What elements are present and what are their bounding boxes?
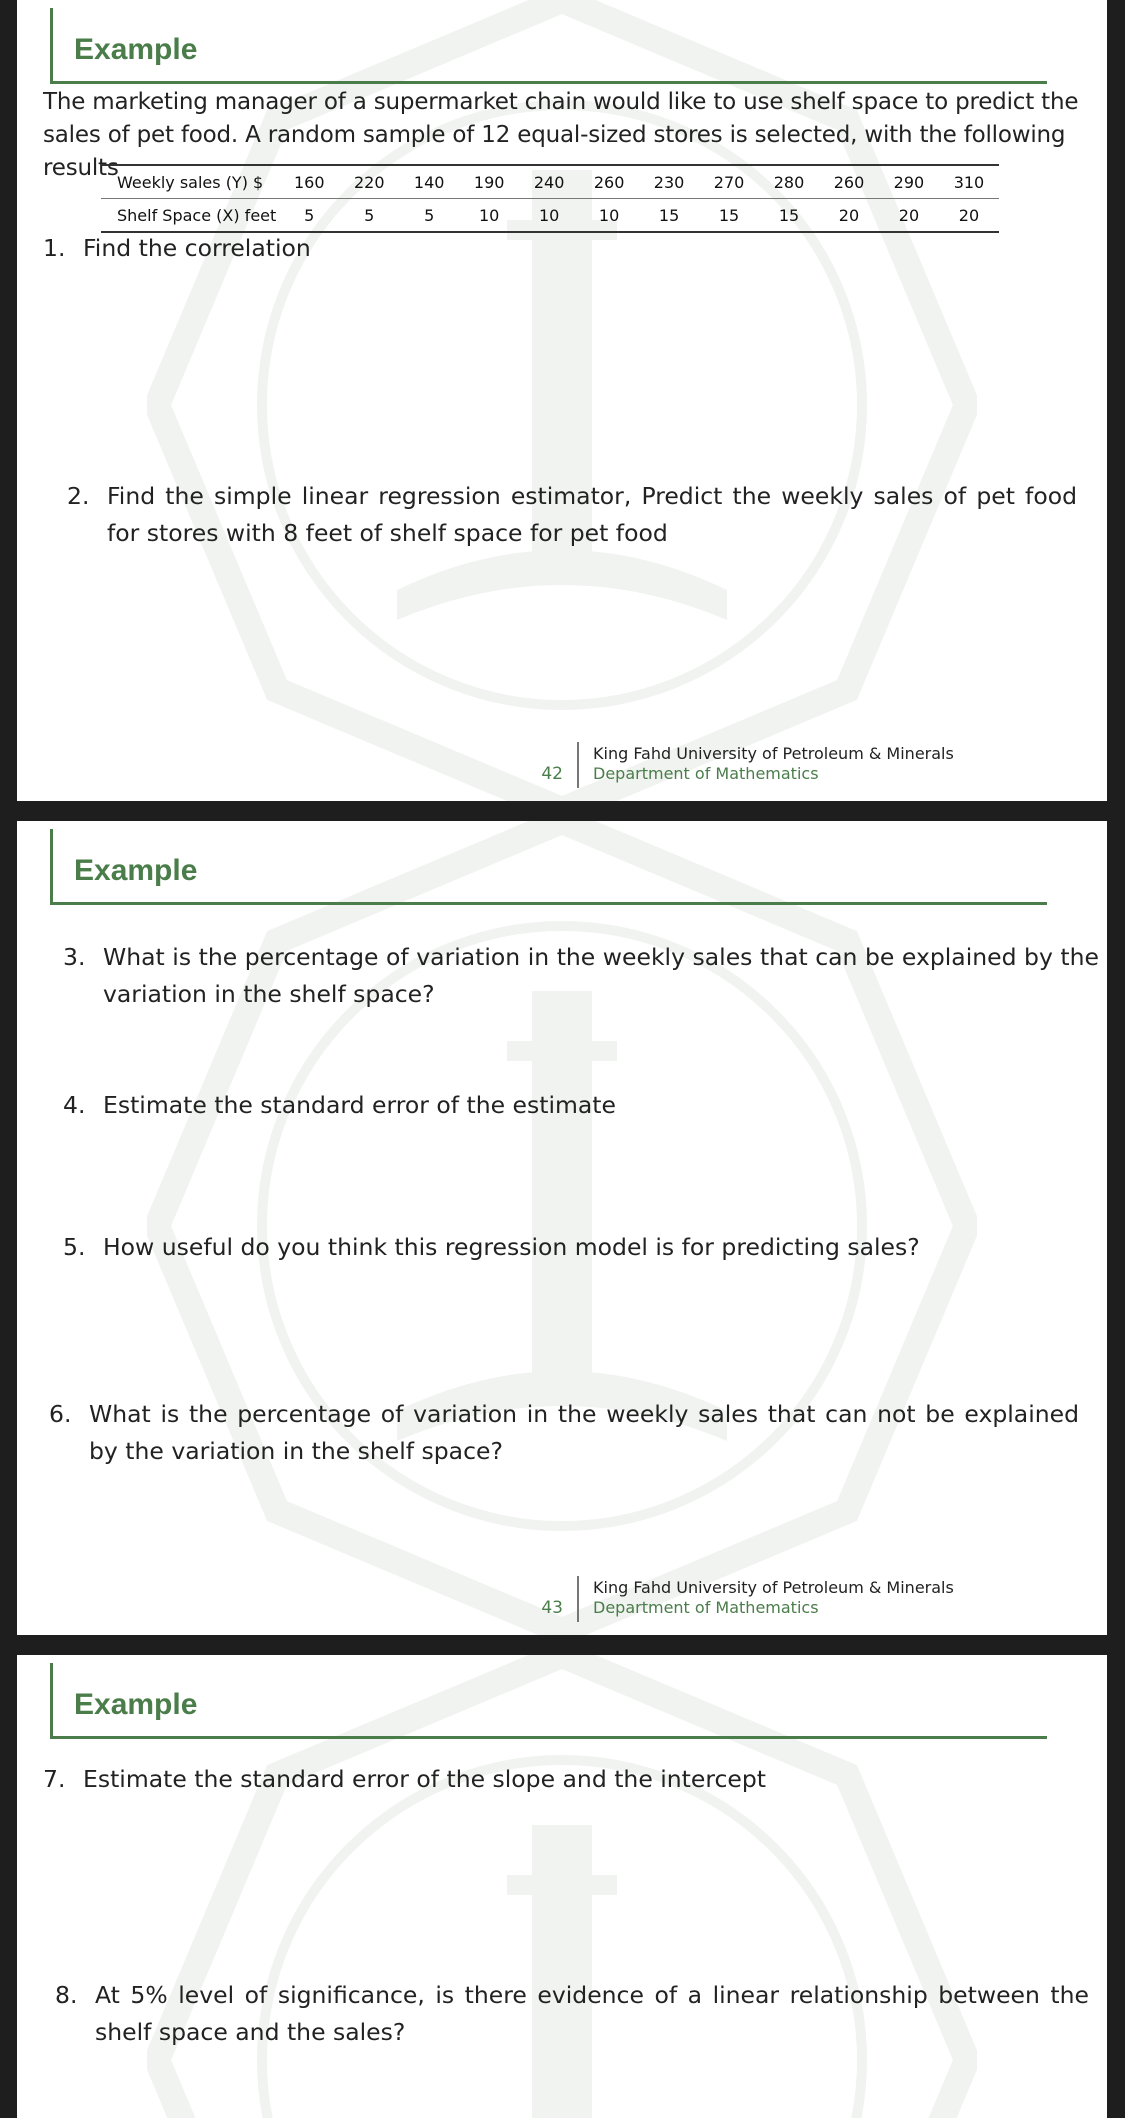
slide-42 xyxy=(17,0,1107,801)
table-cell: 20 xyxy=(819,199,879,233)
department-name: Department of Mathematics xyxy=(593,1598,819,1617)
question-number: 5. xyxy=(63,1233,86,1261)
footer-divider xyxy=(577,1576,579,1622)
header-underline xyxy=(50,81,1047,84)
question-number: 2. xyxy=(67,482,90,510)
table-cell: 5 xyxy=(339,199,399,233)
department-name: Department of Mathematics xyxy=(593,764,819,783)
question-text: Find the simple linear regression estimator, Predict the weekly sales of pet food for stores with 8 feet of shelf space for pet food xyxy=(107,482,1077,547)
header-underline xyxy=(50,902,1047,905)
question-text: Estimate the standard error of the estimate xyxy=(103,1091,616,1119)
table-cell: 20 xyxy=(939,199,999,233)
question-2 xyxy=(67,478,1077,552)
header-underline xyxy=(50,1736,1047,1739)
row-label: Shelf Space (X) feet xyxy=(101,199,279,233)
table-cell: 280 xyxy=(759,165,819,199)
table-cell: 20 xyxy=(879,199,939,233)
question-number: 7. xyxy=(43,1765,66,1793)
table-cell: 10 xyxy=(579,199,639,233)
slide-title: Example xyxy=(74,33,198,66)
question-3 xyxy=(63,939,1099,1013)
table-cell: 5 xyxy=(279,199,339,233)
table-cell: 15 xyxy=(639,199,699,233)
question-text: Find the correlation xyxy=(83,234,311,262)
table-cell: 260 xyxy=(579,165,639,199)
slide-44 xyxy=(17,1655,1107,2118)
row-label: Weekly sales (Y) $ xyxy=(101,165,279,199)
slide-title: Example xyxy=(74,854,198,887)
question-7 xyxy=(43,1761,1083,1798)
table-cell: 15 xyxy=(759,199,819,233)
table-row-shelf-space xyxy=(101,199,999,233)
question-1 xyxy=(43,230,1083,267)
header-accent-bar xyxy=(50,8,53,84)
question-8 xyxy=(55,1977,1089,2051)
table-cell: 10 xyxy=(459,199,519,233)
data-table xyxy=(101,164,999,233)
table-cell: 5 xyxy=(399,199,459,233)
table-cell: 240 xyxy=(519,165,579,199)
question-number: 8. xyxy=(55,1981,78,2009)
question-text: At 5% level of significance, is there evidence of a linear relationship between the shelf space and the sales? xyxy=(95,1981,1089,2046)
question-number: 1. xyxy=(43,234,66,262)
table-cell: 230 xyxy=(639,165,699,199)
table-cell: 190 xyxy=(459,165,519,199)
question-text: Estimate the standard error of the slope and the intercept xyxy=(83,1765,766,1793)
question-6 xyxy=(49,1396,1079,1470)
slide-43 xyxy=(17,821,1107,1635)
question-text: How useful do you think this regression model is for predicting sales? xyxy=(103,1233,920,1261)
problem-statement: The marketing manager of a supermarket chain would like to use shelf space to predict the sales of pet food. A random sample of 12 equal-sized stores is selected, with the following results xyxy=(43,89,1079,181)
page-number: 43 xyxy=(541,1598,563,1618)
table-cell: 290 xyxy=(879,165,939,199)
table-row-sales xyxy=(101,165,999,199)
university-name: King Fahd University of Petroleum & Minerals xyxy=(593,744,954,763)
question-4 xyxy=(63,1087,1099,1124)
question-5 xyxy=(63,1229,1099,1266)
slide-title: Example xyxy=(74,1688,198,1721)
table-cell: 260 xyxy=(819,165,879,199)
table-cell: 15 xyxy=(699,199,759,233)
table-cell: 270 xyxy=(699,165,759,199)
university-name: King Fahd University of Petroleum & Minerals xyxy=(593,1578,954,1597)
table-cell: 220 xyxy=(339,165,399,199)
table-cell: 310 xyxy=(939,165,999,199)
question-number: 3. xyxy=(63,943,86,971)
table-cell: 160 xyxy=(279,165,339,199)
question-number: 4. xyxy=(63,1091,86,1119)
header-accent-bar xyxy=(50,829,53,905)
question-text: What is the percentage of variation in the weekly sales that can not be explained by the variation in the shelf space? xyxy=(89,1400,1079,1465)
footer-divider xyxy=(577,742,579,788)
slide-footer xyxy=(517,742,1037,790)
page-number: 42 xyxy=(541,764,563,784)
table-cell: 10 xyxy=(519,199,579,233)
header-accent-bar xyxy=(50,1663,53,1739)
slide-footer xyxy=(517,1576,1037,1624)
table-cell: 140 xyxy=(399,165,459,199)
question-text: What is the percentage of variation in the weekly sales that can be explained by the variation in the shelf space? xyxy=(103,943,1099,1008)
question-number: 6. xyxy=(49,1400,72,1428)
